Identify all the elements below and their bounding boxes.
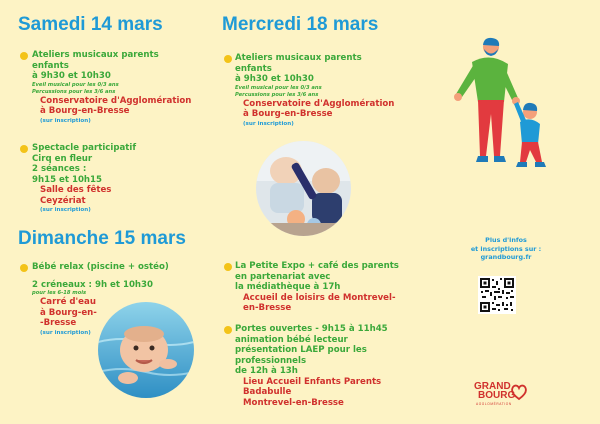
day-title-dimanche: Dimanche 15 mars <box>18 228 186 249</box>
event-samedi-ateliers <box>32 50 191 125</box>
event-place: en-Bresse <box>243 303 292 313</box>
event-note: Eveil musical pour les 0/3 ans <box>235 84 322 91</box>
event-place: Badabulle <box>243 387 292 397</box>
father-child-illustration <box>450 36 560 176</box>
event-title: professionnels <box>235 355 307 366</box>
event-title: en partenariat avec <box>235 271 331 282</box>
registration-note: (sur inscription) <box>40 207 91 213</box>
event-title: Spectacle participatif <box>32 143 137 153</box>
day-title-samedi: Samedi 14 mars <box>18 14 163 35</box>
bullet-icon <box>20 145 28 153</box>
event-title: Portes ouvertes - 9h15 à 11h45 <box>235 324 388 334</box>
event-place: Montrevel-en-Bresse <box>243 397 344 408</box>
event-title: enfants <box>32 60 69 71</box>
event-note: pour les 6-18 mois <box>32 290 87 296</box>
bullet-icon <box>224 55 232 63</box>
event-mercredi-petite-expo <box>235 261 399 314</box>
heart-logo-icon <box>510 383 528 401</box>
event-title: Ateliers musicaux parents <box>32 50 159 60</box>
event-time: 2 créneaux : 9h et 10h30 <box>32 279 154 290</box>
event-mercredi-portes-ouvertes <box>235 324 388 408</box>
event-time: à 9h30 et 10h30 <box>235 74 314 84</box>
event-note: Percussions pour les 3/6 ans <box>32 88 116 95</box>
registration-note: (sur inscription) <box>40 329 91 336</box>
bullet-icon <box>224 263 232 271</box>
event-title: animation bébé lecteur <box>235 334 348 345</box>
info-text: et inscriptions sur : <box>470 244 542 253</box>
baby-swimming-photo <box>98 302 194 398</box>
event-samedi-spectacle <box>32 143 136 214</box>
event-title: Ateliers musicaux parents <box>235 53 362 63</box>
event-place: Conservatoire d'Agglomération <box>40 95 192 106</box>
event-place: Conservatoire d'Agglomération <box>243 98 395 109</box>
event-note: Eveil musical pour les 0/3 ans <box>32 81 119 88</box>
children-playing-photo <box>256 141 351 236</box>
event-time: 2 séances : <box>32 164 87 174</box>
event-time: 9h15 et 10h15 <box>32 174 103 185</box>
event-place: à Bourg-en-Bresse <box>243 109 333 119</box>
event-title: La Petite Expo + café des parents <box>235 261 399 271</box>
registration-note: (sur inscription) <box>243 120 294 127</box>
event-time: de 12h à 13h <box>235 366 298 376</box>
event-place: Accueil de loisirs de Montrevel- <box>243 292 396 303</box>
event-place: -Bresse <box>40 318 77 328</box>
event-place: Salle des fêtes <box>40 185 112 195</box>
event-note: Percussions pour les 3/6 ans <box>235 91 319 98</box>
event-place: Lieu Accueil Enfants Parents <box>243 376 382 387</box>
event-mercredi-ateliers <box>235 53 394 128</box>
bullet-icon <box>224 326 232 334</box>
event-title: Cirq en fleur <box>32 153 93 164</box>
event-title: Bébé relax (piscine + ostéo) <box>32 262 169 272</box>
event-place: Carré d'eau <box>40 297 96 307</box>
day-title-mercredi: Mercredi 18 mars <box>222 14 379 35</box>
event-title: enfants <box>235 63 272 74</box>
registration-note: (sur inscription) <box>40 117 91 124</box>
website-link[interactable]: grandbourg.fr <box>480 253 532 261</box>
event-place: à Bourg-en-Bresse <box>40 106 130 116</box>
grand-bourg-logo: GRAND BOURG AGGLOMÉRATION <box>474 382 554 408</box>
event-place: à Bourg-en- <box>40 307 97 318</box>
qr-code[interactable] <box>478 276 516 314</box>
event-place: Ceyzériat <box>40 195 86 206</box>
event-title: présentation LAEP pour les <box>235 345 367 355</box>
info-text: Plus d'infos <box>485 236 527 244</box>
bullet-icon <box>20 52 28 60</box>
event-time: la médiathèque à 17h <box>235 282 341 292</box>
event-time: à 9h30 et 10h30 <box>32 71 111 81</box>
bullet-icon <box>20 264 28 272</box>
more-info-block <box>456 236 556 262</box>
